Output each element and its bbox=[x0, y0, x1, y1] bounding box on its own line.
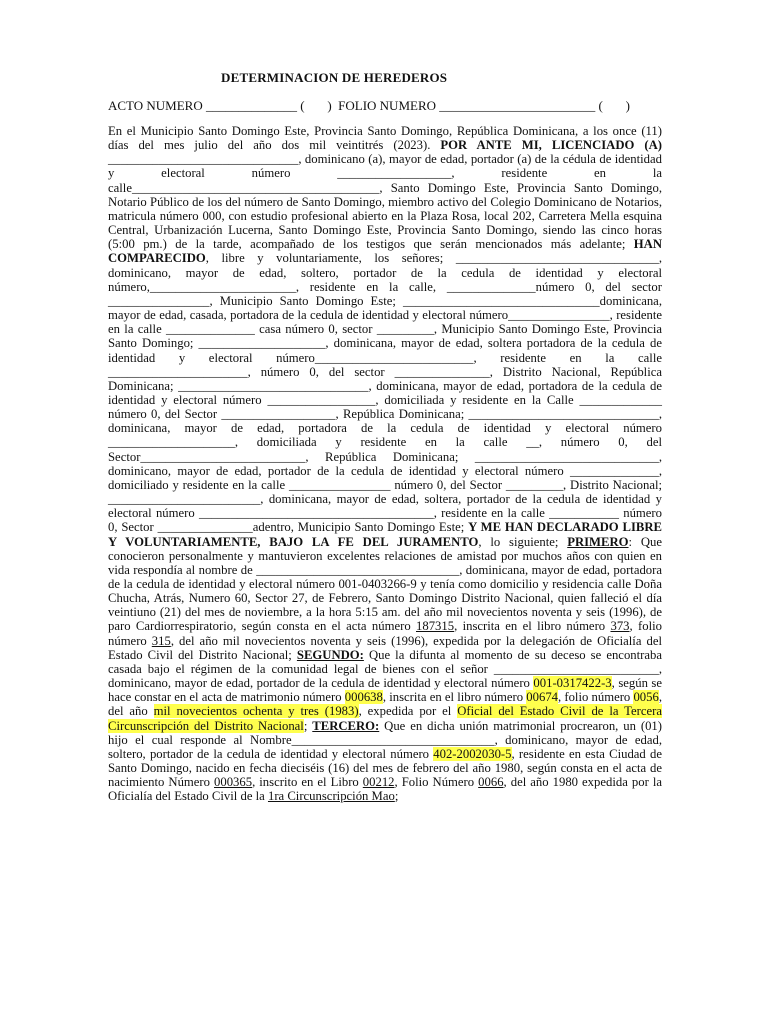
text: ______________________________, dominicano (a), mayor de edad, portador (a) de la cédula de identidad y electoral número __________________, residente en la calle_______________________________________, Santo Domingo Este, Provincia Santo Domingo, Notario Público de los del número de Santo Domingo, miembro activo del Colegio Dominicano de Notarios, matricula número 000, con estudio profesional abierto en la Plaza Rosa, local 202, Carretera Mella esquina Central, Urbanización Lucerna, Santo Domingo Este, Provincia Santo Domingo, siendo las cinco horas (5:00 pm.) de la tarde, acompañado de los testigos que serán mencionados más adelante; bbox=[108, 152, 662, 252]
acto-folio-line: ACTO NUMERO ______________ ( ) FOLIO NUMERO ________________________ ( ) bbox=[108, 98, 630, 113]
text: , del año mil novecientos noventa y seis (1996), expedida por la delegación de Oficialía del Estado Civil del Distrito Nacional; bbox=[108, 633, 662, 662]
underlined-value: 00212 bbox=[362, 775, 395, 790]
text: , según se hace constar en el acta de matrimonio número bbox=[108, 676, 663, 705]
underlined-value: 000365 bbox=[214, 775, 253, 790]
text: , libre y voluntariamente, los señores; ________________________________, dominicano, mayor de edad, soltero, portador de la cedula de identidad y electoral número,_______________________, residente en la calle, ______________número 0, del sector ________________, Municipio Santo Domingo Este; _______________________________dominicana, mayor de edad, casada, portadora de la cedula de identidad y electoral número________________, residente en la calle ______________ casa número 0, sector _________, Municipio Santo Domingo Este, Provincia Santo Domingo; ____________________, dominicana, mayor de edad, soltera portadora de la cedula de identidad y electoral número_________________________, residente en la calle ______________________, número 0, del sector _______________, Distrito Nacional, República Dominicana; ______________________________, dominicana, mayor de edad, portadora de la cedula de identidad y electoral número _________________, domiciliada y residente en la Calle _____________ número 0, del Sector __________________, República Dominicana; ______________________________, dominicana, mayor de edad, portadora de la cedula de identidad y electoral número ____________________, domiciliada y residente en la calle __, número 0, del Sector__________________________, República Dominicana; _____________________________, dominicano, mayor de edad, portador de la cedula de identidad y electoral número ______________, domiciliado y residente en la calle ________________ número 0, del Sector _________, Distrito Nacional; ________________________, dominicana, mayor de edad, soltera, portador de la cedula de identidad y electoral número _____________________________________, residente en la calle ___________ número 0, Sector _______________adentro, Municipio Santo Domingo Este; bbox=[108, 251, 662, 535]
text: En el Municipio Santo Domingo Este, Provincia Santo Domingo, República Dominicana, a los once (11) días del mes julio del año dos mil veintitrés (2023). bbox=[108, 124, 662, 153]
bold-text: HAN COMPARECIDO bbox=[108, 237, 662, 266]
text: , del año 1980 expedida por la Oficialía del Estado Civil de la bbox=[108, 775, 662, 804]
text: ; bbox=[394, 789, 399, 804]
text: , inscrito en el Libro bbox=[252, 775, 363, 790]
bold-text: Y ME HAN DECLARADO LIBRE Y VOLUNTARIAMENTE, BAJO LA FE DEL JURAMENTO bbox=[108, 520, 662, 549]
highlighted-value: 402-2002030-5 bbox=[433, 746, 512, 761]
highlighted-value: Oficial del Estado Civil de la Tercera Circunscripción del Distrito Nacional bbox=[108, 704, 662, 733]
underlined-value: 0066 bbox=[478, 775, 504, 790]
text: ; bbox=[303, 718, 313, 733]
bold-text: POR ANTE MI, LICENCIADO (A) bbox=[440, 138, 662, 153]
underlined-value: 373 bbox=[610, 619, 630, 634]
highlighted-value: 001-0317422-3 bbox=[533, 676, 612, 691]
text: , residente en esta Ciudad de Santo Domingo, nacido en fecha dieciséis (16) del mes de febrero del año 1980, según consta en el acta de nacimiento Número bbox=[108, 746, 662, 790]
section-tercero: TERCERO: bbox=[312, 718, 380, 733]
text: : Que conocieron personalmente y mantuvieron excelentes relaciones de amistad por muchos años con quien en vida respondía al nombre de ________________________________, dominicana, mayor de edad, portadora de la cedula de identidad y electoral número 001-0403266-9 y tenía como domicilio y residencia calle Doña Chucha, Atrás, Numero 60, Sector 27, de Febrero, Santo Domingo Distrito Nacional, quien falleció el día veintiuno (21) del mes de noviembre, a la hora 5:15 am. del año mil novecientos noventa y seis (1996), de paro Cardiorrespiratorio, según consta en el acta número bbox=[108, 534, 663, 634]
highlighted-value: mil novecientos ochenta y tres (1983) bbox=[153, 704, 359, 719]
text: , lo siguiente; bbox=[478, 534, 568, 549]
section-primero: PRIMERO bbox=[567, 534, 629, 549]
underlined-value: 315 bbox=[151, 633, 171, 648]
document-title: DETERMINACION DE HEREDEROS bbox=[221, 70, 448, 85]
text: Que en dicha unión matrimonial procrearon, un (01) hijo el cual responde al Nombre________________________________, dominicano, mayor de edad, soltero, portador de la cedula de identidad y electoral número bbox=[108, 718, 662, 761]
document-body bbox=[108, 124, 662, 804]
text: , folio número bbox=[558, 690, 634, 705]
highlighted-value: 00674 bbox=[526, 690, 559, 705]
text: Que la difunta al momento de su deceso se encontraba casada bajo el régimen de la comunidad legal de bienes con el señor __________________________, dominicano, mayor de edad, portador de la cedula de identidad y electoral número bbox=[108, 647, 662, 691]
underlined-value: 1ra Circunscripción Mao bbox=[267, 789, 395, 804]
text: , del año bbox=[108, 690, 662, 719]
highlighted-value: 000638 bbox=[344, 690, 383, 705]
highlighted-value: 0056 bbox=[633, 690, 659, 705]
text: , inscrita en el libro número bbox=[454, 619, 611, 634]
text: , inscrita en el libro número bbox=[382, 690, 527, 705]
section-segundo: SEGUNDO: bbox=[296, 647, 364, 662]
text: , Folio Número bbox=[394, 775, 479, 790]
underlined-value: 187315 bbox=[416, 619, 455, 634]
body-paragraph bbox=[108, 124, 662, 804]
text: , folio número bbox=[108, 619, 662, 648]
text: , expedida por el bbox=[358, 704, 458, 719]
